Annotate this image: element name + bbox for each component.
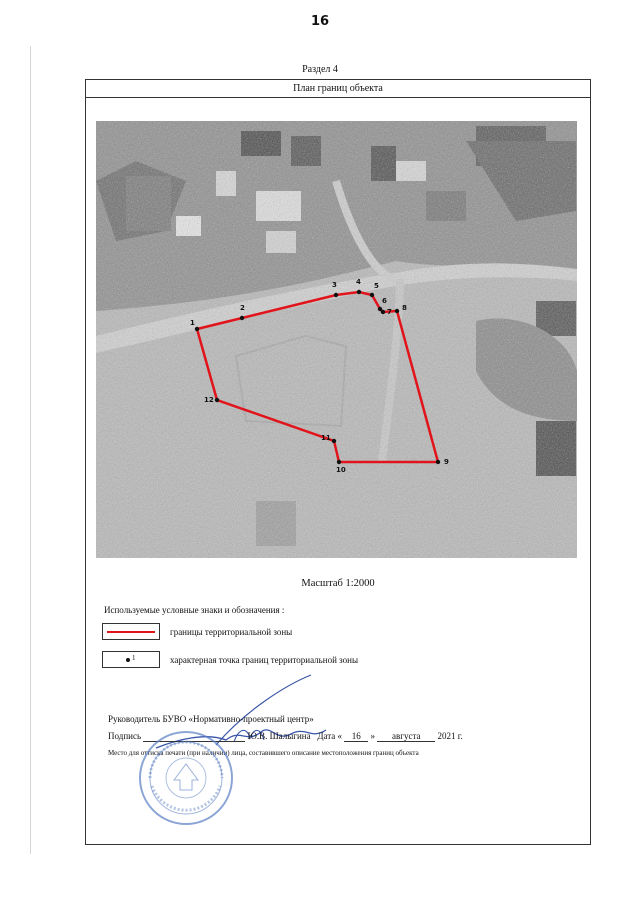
legend-title: Используемые условные знаки и обозначения : (104, 605, 285, 615)
director-line: Руководитель БУВО «Нормативно-проектный центр» (108, 714, 314, 724)
stamp-place-text: Место для оттиска печати (при наличии) лица, составившего описание местоположения границ объекта (108, 749, 419, 757)
boundary-point-label: 12 (204, 396, 214, 404)
plan-frame (85, 79, 591, 845)
signature-label: Подпись (108, 731, 142, 741)
boundary-point-8 (395, 309, 399, 313)
page-number: 16 (310, 14, 330, 29)
boundary-point-10 (337, 460, 341, 464)
boundary-overlay (96, 121, 577, 558)
date-day: 16 (344, 731, 368, 742)
legend-line-symbol (102, 623, 160, 640)
map-scale: Масштаб 1:2000 (301, 578, 375, 589)
boundary-point-12 (215, 398, 219, 402)
official-stamp (136, 728, 236, 828)
boundary-point-7 (381, 310, 385, 314)
boundary-point-3 (334, 293, 338, 297)
legend-point-symbol: 1 (102, 651, 160, 668)
boundary-point-label: 1 (190, 319, 195, 327)
boundary-point-11 (332, 439, 336, 443)
territorial-zone-boundary (197, 292, 438, 462)
legend-item-point: характерная точка границ территориальной зоны (170, 655, 359, 665)
boundary-point-label: 2 (240, 304, 245, 312)
boundary-point-label: 7 (387, 308, 392, 316)
legend-item-boundary: границы территориальной зоны (170, 627, 293, 637)
boundary-point-label: 4 (356, 278, 361, 286)
boundary-point-label: 11 (321, 434, 331, 442)
boundary-point-9 (436, 460, 440, 464)
date-quote: » (370, 731, 376, 741)
date-year: 2021 г. (437, 731, 463, 741)
date-month: августа (377, 731, 435, 742)
date-label: Дата « (317, 731, 343, 741)
boundary-point-label: 3 (332, 281, 337, 289)
boundary-point-label: 6 (382, 297, 387, 305)
boundary-point-1 (195, 327, 199, 331)
section-title: Раздел 4 (302, 64, 338, 75)
signer-name: Ю.В. Шалыгина (247, 731, 311, 741)
boundary-point-label: 10 (336, 466, 346, 474)
boundary-point-2 (240, 316, 244, 320)
boundary-point-label: 9 (444, 458, 449, 466)
boundary-point-label: 5 (374, 282, 379, 290)
scan-edge (30, 46, 31, 854)
boundary-point-5 (370, 293, 374, 297)
plan-title: План границ объекта (86, 80, 590, 98)
aerial-map (96, 121, 577, 558)
boundary-point-label: 8 (402, 304, 407, 312)
boundary-point-4 (357, 290, 361, 294)
boundary-points (190, 278, 449, 474)
